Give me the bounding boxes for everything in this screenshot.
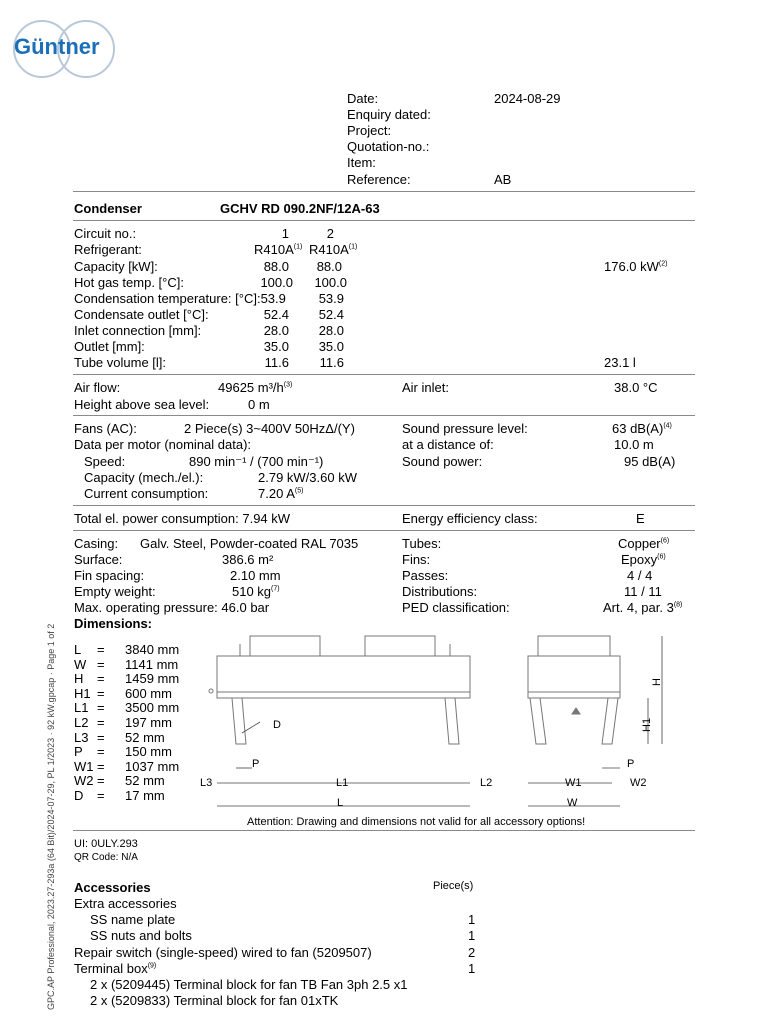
distributions-value: 11 / 11: [624, 584, 662, 599]
circuit-c2: $R410A^{(1)}$: [309, 242, 358, 257]
circuit-row-label: Hot gas temp. [°C]:: [74, 275, 184, 290]
dimension-value: 150 mm: [125, 744, 172, 760]
dimension-key: H: [74, 671, 84, 687]
header-quotation-label: Quotation-no.:: [347, 139, 430, 154]
divider: [73, 220, 695, 221]
current-label: Current consumption:: [84, 486, 209, 501]
dimension-value: 1141 mm: [125, 656, 179, 672]
dimension-key: H1: [74, 685, 91, 701]
height-value: 0 m: [248, 397, 270, 412]
circuit-c1: $R410A^{(1)}$: [254, 242, 303, 257]
dimension-key: W2: [74, 773, 94, 789]
fans-label: Fans (AC):: [74, 421, 137, 436]
ped-label: PED classification:: [402, 600, 510, 615]
divider: [73, 530, 695, 531]
spl-value: 63 $dB(A)^{(4)}$: [612, 421, 672, 436]
capacity-value: 2.79 kW/3.60 kW: [258, 470, 357, 485]
dimension-drawing: [200, 628, 670, 828]
dimension-eq: =: [97, 715, 105, 730]
circuit-c2: 28.0: [318, 323, 344, 338]
dimension-key: L3: [74, 729, 89, 745]
pieces-header: Piece(s): [433, 880, 474, 892]
circuit-c2: 2: [326, 226, 334, 241]
weight-value: 510 $kg^{(7)}$: [232, 584, 280, 599]
dimension-key: W: [74, 656, 87, 672]
dimension-value: 600 mm: [125, 685, 172, 701]
product-model: GCHV RD 090.2NF/12A-63: [220, 201, 380, 216]
energy-class-value: E: [636, 511, 645, 526]
header-enquiry-label: Enquiry dated:: [347, 107, 431, 122]
circuit-row-label: Refrigerant:: [74, 242, 142, 257]
tubes-label: Tubes:: [402, 536, 442, 551]
circuit-c1: 35.0: [263, 339, 289, 354]
current-value: 7.20 $A^{(5)}$: [258, 486, 304, 501]
sound-power-value: 95 dB(A): [624, 454, 676, 469]
speed-value: 890 min⁻¹ / (700 min⁻¹): [189, 454, 324, 469]
air-flow-label: Air flow:: [74, 380, 121, 395]
divider: [73, 191, 695, 192]
drawing-label-h: H: [651, 678, 663, 686]
drawing-label-p2: P: [627, 758, 635, 770]
accessory-row: Repair switch (single-speed) wired to fan (5209507): [74, 945, 372, 960]
circuit-c2: 100.0: [314, 275, 347, 290]
fins-value: Epoxy$^{(6)}$: [621, 552, 666, 567]
distance-value: 10.0 m: [614, 437, 654, 452]
side-view: [528, 636, 620, 744]
distance-label: at a distance of:: [402, 437, 494, 452]
circuit-row-label: Tube volume [l]:: [74, 355, 167, 370]
drawing-label-w1: W1: [565, 777, 582, 789]
circuit-row-label: Circuit no.:: [74, 226, 137, 241]
dimension-key: L: [74, 642, 82, 657]
dimension-value: 1459 mm: [125, 671, 180, 687]
circuit-row-label: Condensation temperature: [°C]:53.9: [74, 291, 286, 306]
dimension-value: 197 mm: [125, 715, 172, 730]
dimension-key: L2: [74, 715, 89, 730]
passes-value: 4 / 4: [627, 568, 653, 583]
dimension-value: 3840 mm: [125, 642, 180, 657]
dimension-value: 52 mm: [125, 773, 165, 789]
header-date-value: 2024-08-29: [494, 91, 561, 106]
dimension-key: D: [74, 788, 84, 803]
accessory-row: Extra accessories: [74, 896, 177, 911]
dimension-key: P: [74, 744, 83, 760]
dimension-eq: =: [97, 758, 105, 774]
dimension-key: W1: [74, 758, 94, 774]
drawing-label-l2: L2: [480, 777, 493, 789]
brand-logo: [12, 14, 116, 84]
circuit-c1: 88.0: [263, 259, 289, 274]
passes-label: Passes:: [402, 568, 449, 583]
circuit-c2: 52.4: [318, 307, 344, 322]
drawing-label-p: P: [252, 758, 260, 770]
front-view: [209, 636, 470, 744]
air-inlet-label: Air inlet:: [402, 380, 449, 395]
surface-label: Surface:: [74, 552, 123, 567]
capacity-label: Capacity (mech./el.):: [84, 470, 204, 485]
dimension-value: 17 mm: [125, 788, 165, 803]
circuit-c1: 1: [281, 226, 289, 241]
drawing-label-l3: L3: [200, 777, 213, 789]
ped-value: Art. 4, par. 3$^{(8)}$: [603, 600, 683, 615]
fin-spacing-value: 2.10 mm: [230, 568, 281, 583]
circuit-total: 23.1 l: [604, 355, 636, 370]
casing-label: Casing:: [74, 536, 119, 551]
header-item-label: Item:: [347, 155, 376, 170]
air-flow-value: 49625 $m^3/h^{(3)}$: [218, 380, 293, 395]
product-label: Condenser: [74, 201, 142, 216]
header-date-label: Date:: [347, 91, 379, 106]
fans-value: 2 Piece(s) 3~400V 50HzΔ/(Y): [184, 421, 355, 436]
accessory-qty: 2: [468, 945, 476, 960]
dimension-eq: =: [97, 700, 105, 716]
dimension-key: L1: [74, 700, 89, 716]
air-inlet-value: 38.0 °C: [614, 380, 658, 395]
drawing-label-w: W: [567, 797, 578, 809]
circuit-c2: 53.9: [318, 291, 344, 306]
accessory-row: 2 x (5209445) Terminal block for fan TB Fan 3ph 2.5 x1: [90, 977, 408, 992]
accessory-row: Terminal box$^{(9)}$: [74, 961, 157, 976]
weight-label: Empty weight:: [74, 584, 156, 599]
speed-label: Speed:: [84, 454, 126, 469]
drawing-label-h1: H1: [641, 717, 653, 732]
circuit-c1: 100.0: [260, 275, 293, 290]
dimension-eq: =: [97, 685, 105, 701]
total-power: Total el. power consumption: 7.94 kW: [74, 511, 291, 526]
surface-value: 386.6 m²: [222, 552, 274, 567]
attention-note: Attention: Drawing and dimensions not valid for all accessory options!: [247, 816, 586, 828]
accessory-row: 2 x (5209833) Terminal block for fan 01xTK: [90, 993, 339, 1008]
accessory-row: SS name plate: [90, 912, 176, 927]
drawing-label-l1: L1: [336, 777, 349, 789]
circuit-c2: 11.6: [319, 355, 344, 370]
divider: [73, 505, 695, 506]
accessory-row: SS nuts and bolts: [90, 928, 192, 943]
divider: [73, 415, 695, 416]
casing-value: Galv. Steel, Powder-coated RAL 7035: [140, 536, 359, 551]
dimension-value: 1037 mm: [125, 758, 180, 774]
accessories-title: Accessories: [74, 880, 151, 895]
sound-power-label: Sound power:: [402, 454, 483, 469]
circuit-c1: 52.4: [263, 307, 289, 322]
circuit-c2: 35.0: [318, 339, 344, 354]
dimension-eq: =: [97, 773, 105, 789]
spl-label: Sound pressure level:: [402, 421, 528, 436]
dimension-eq: =: [97, 671, 105, 687]
max-pressure: Max. operating pressure: 46.0 bar: [74, 600, 270, 615]
dimension-eq: =: [97, 744, 105, 760]
header-reference-value: AB: [494, 172, 512, 187]
circuit-c2: 88.0: [316, 259, 342, 274]
dimension-value: 52 mm: [125, 729, 165, 745]
circuit-total: 176.0 $kW^{(2)}$: [604, 259, 668, 274]
brand-name: Güntner: [14, 34, 100, 59]
qr-code: QR Code: N/A: [74, 852, 138, 863]
dimension-eq: =: [97, 729, 105, 745]
accessory-qty: 1: [468, 928, 476, 943]
fins-label: Fins:: [402, 552, 431, 567]
dimension-eq: =: [97, 656, 105, 672]
energy-class-label: Energy efficiency class:: [402, 511, 538, 526]
dimensions-title: Dimensions:: [74, 616, 153, 631]
header-reference-label: Reference:: [347, 172, 411, 187]
drawing-label-d: D: [273, 719, 281, 731]
circuit-row-label: Capacity [kW]:: [74, 259, 158, 274]
ui-code: UI: 0ULY.293: [74, 838, 138, 850]
fin-spacing-label: Fin spacing:: [74, 568, 145, 583]
circuit-row-label: Inlet connection [mm]:: [74, 323, 202, 338]
dimension-value: 3500 mm: [125, 700, 180, 716]
divider: [73, 374, 695, 375]
circuit-row-label: Outlet [mm]:: [74, 339, 145, 354]
drawing-label-l: L: [337, 797, 344, 809]
dimension-eq: =: [97, 788, 105, 803]
distributions-label: Distributions:: [402, 584, 478, 599]
header-project-label: Project:: [347, 123, 392, 138]
drawing-label-w2: W2: [630, 777, 647, 789]
accessory-qty: 1: [468, 961, 476, 976]
dimension-eq: =: [97, 642, 105, 657]
circuit-c1: 11.6: [264, 355, 289, 370]
divider: [73, 830, 695, 831]
circuit-row-label: Condensate outlet [°C]:: [74, 307, 209, 322]
height-label: Height above sea level:: [74, 397, 210, 412]
motor-label: Data per motor (nominal data):: [74, 437, 252, 452]
circuit-c1: 28.0: [263, 323, 289, 338]
sidebar-meta: GPC.AP Professional, 2023.27-293a (64 Bit)/2024-07-29, PL 1/2023 · 92 kW.gpcap · Page 1 of 2: [46, 623, 56, 1010]
tubes-value: Copper$^{(6)}$: [618, 536, 670, 551]
accessory-qty: 1: [468, 912, 476, 927]
